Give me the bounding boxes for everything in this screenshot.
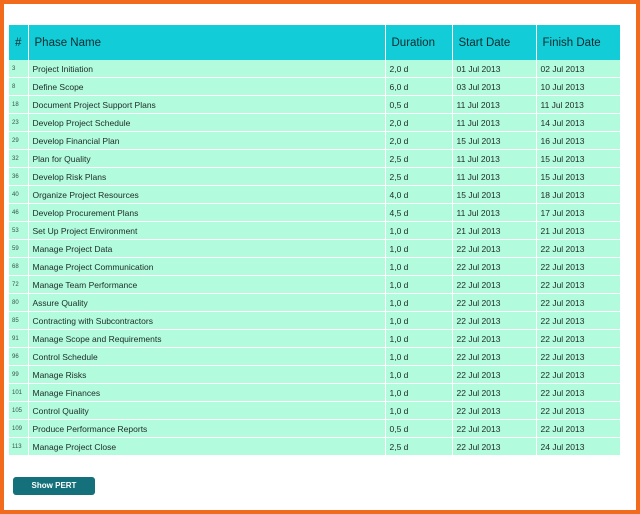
duration-cell: 2,5 d xyxy=(385,150,452,168)
table-row[interactable] xyxy=(9,132,620,150)
table-row[interactable] xyxy=(9,366,620,384)
phase-name-cell: Manage Team Performance xyxy=(28,276,385,294)
start-date-cell: 03 Jul 2013 xyxy=(452,78,536,96)
column-header-duration[interactable]: Duration xyxy=(385,25,452,60)
start-date-cell: 11 Jul 2013 xyxy=(452,204,536,222)
finish-date-cell: 22 Jul 2013 xyxy=(536,330,620,348)
row-number: 8 xyxy=(9,78,28,96)
duration-cell: 4,0 d xyxy=(385,186,452,204)
table-row[interactable] xyxy=(9,186,620,204)
duration-cell: 2,5 d xyxy=(385,438,452,456)
phase-name-cell: Develop Risk Plans xyxy=(28,168,385,186)
finish-date-cell: 22 Jul 2013 xyxy=(536,276,620,294)
row-number: 53 xyxy=(9,222,28,240)
phase-name-cell: Document Project Support Plans xyxy=(28,96,385,114)
duration-cell: 1,0 d xyxy=(385,348,452,366)
phase-name-cell: Manage Finances xyxy=(28,384,385,402)
row-number: 59 xyxy=(9,240,28,258)
duration-cell: 0,5 d xyxy=(385,96,452,114)
finish-date-cell: 15 Jul 2013 xyxy=(536,168,620,186)
start-date-cell: 22 Jul 2013 xyxy=(452,294,536,312)
start-date-cell: 22 Jul 2013 xyxy=(452,420,536,438)
duration-cell: 2,5 d xyxy=(385,168,452,186)
start-date-cell: 22 Jul 2013 xyxy=(452,240,536,258)
column-header-phase-name[interactable]: Phase Name xyxy=(28,25,385,60)
finish-date-cell: 22 Jul 2013 xyxy=(536,294,620,312)
finish-date-cell: 22 Jul 2013 xyxy=(536,258,620,276)
duration-cell: 1,0 d xyxy=(385,222,452,240)
phase-name-cell: Control Schedule xyxy=(28,348,385,366)
table-row[interactable] xyxy=(9,438,620,456)
table-row[interactable] xyxy=(9,312,620,330)
duration-cell: 1,0 d xyxy=(385,240,452,258)
table-row[interactable] xyxy=(9,96,620,114)
finish-date-cell: 22 Jul 2013 xyxy=(536,402,620,420)
start-date-cell: 11 Jul 2013 xyxy=(452,150,536,168)
finish-date-cell: 18 Jul 2013 xyxy=(536,186,620,204)
finish-date-cell: 22 Jul 2013 xyxy=(536,366,620,384)
finish-date-cell: 22 Jul 2013 xyxy=(536,420,620,438)
phase-table-container xyxy=(9,25,620,456)
phase-name-cell: Develop Project Schedule xyxy=(28,114,385,132)
row-number: 99 xyxy=(9,366,28,384)
phase-name-cell: Set Up Project Environment xyxy=(28,222,385,240)
start-date-cell: 22 Jul 2013 xyxy=(452,384,536,402)
row-number: 105 xyxy=(9,402,28,420)
table-row[interactable] xyxy=(9,384,620,402)
show-pert-button[interactable]: Show PERT xyxy=(13,477,95,495)
table-row[interactable] xyxy=(9,168,620,186)
finish-date-cell: 10 Jul 2013 xyxy=(536,78,620,96)
row-number: 40 xyxy=(9,186,28,204)
finish-date-cell: 21 Jul 2013 xyxy=(536,222,620,240)
row-number: 80 xyxy=(9,294,28,312)
finish-date-cell: 17 Jul 2013 xyxy=(536,204,620,222)
phase-name-cell: Manage Risks xyxy=(28,366,385,384)
duration-cell: 1,0 d xyxy=(385,384,452,402)
finish-date-cell: 22 Jul 2013 xyxy=(536,240,620,258)
duration-cell: 2,0 d xyxy=(385,60,452,78)
column-header-finish-date[interactable]: Finish Date xyxy=(536,25,620,60)
table-row[interactable] xyxy=(9,78,620,96)
row-number: 32 xyxy=(9,150,28,168)
table-row[interactable] xyxy=(9,222,620,240)
row-number: 96 xyxy=(9,348,28,366)
finish-date-cell: 22 Jul 2013 xyxy=(536,348,620,366)
finish-date-cell: 02 Jul 2013 xyxy=(536,60,620,78)
duration-cell: 1,0 d xyxy=(385,402,452,420)
start-date-cell: 22 Jul 2013 xyxy=(452,366,536,384)
finish-date-cell: 22 Jul 2013 xyxy=(536,312,620,330)
duration-cell: 1,0 d xyxy=(385,366,452,384)
row-number: 46 xyxy=(9,204,28,222)
finish-date-cell: 16 Jul 2013 xyxy=(536,132,620,150)
phase-name-cell: Project Initiation xyxy=(28,60,385,78)
duration-cell: 1,0 d xyxy=(385,258,452,276)
duration-cell: 4,5 d xyxy=(385,204,452,222)
table-row[interactable] xyxy=(9,240,620,258)
table-row[interactable] xyxy=(9,150,620,168)
phase-table xyxy=(9,25,620,456)
phase-name-cell: Control Quality xyxy=(28,402,385,420)
row-number: 18 xyxy=(9,96,28,114)
start-date-cell: 11 Jul 2013 xyxy=(452,168,536,186)
finish-date-cell: 15 Jul 2013 xyxy=(536,150,620,168)
table-header xyxy=(9,25,620,60)
duration-cell: 2,0 d xyxy=(385,132,452,150)
row-number: 29 xyxy=(9,132,28,150)
duration-cell: 1,0 d xyxy=(385,294,452,312)
table-row[interactable] xyxy=(9,258,620,276)
row-number: 68 xyxy=(9,258,28,276)
start-date-cell: 21 Jul 2013 xyxy=(452,222,536,240)
phase-name-cell: Develop Financial Plan xyxy=(28,132,385,150)
table-row[interactable] xyxy=(9,114,620,132)
phase-name-cell: Manage Scope and Requirements xyxy=(28,330,385,348)
duration-cell: 1,0 d xyxy=(385,330,452,348)
phase-name-cell: Assure Quality xyxy=(28,294,385,312)
table-row[interactable] xyxy=(9,420,620,438)
start-date-cell: 15 Jul 2013 xyxy=(452,132,536,150)
table-row[interactable] xyxy=(9,276,620,294)
finish-date-cell: 14 Jul 2013 xyxy=(536,114,620,132)
table-row[interactable] xyxy=(9,294,620,312)
start-date-cell: 11 Jul 2013 xyxy=(452,96,536,114)
row-number: 101 xyxy=(9,384,28,402)
phase-name-cell: Define Scope xyxy=(28,78,385,96)
start-date-cell: 22 Jul 2013 xyxy=(452,258,536,276)
finish-date-cell: 22 Jul 2013 xyxy=(536,384,620,402)
table-row[interactable] xyxy=(9,402,620,420)
phase-name-cell: Manage Project Communication xyxy=(28,258,385,276)
finish-date-cell: 24 Jul 2013 xyxy=(536,438,620,456)
row-number: 72 xyxy=(9,276,28,294)
table-body xyxy=(9,60,620,456)
start-date-cell: 15 Jul 2013 xyxy=(452,186,536,204)
duration-cell: 2,0 d xyxy=(385,114,452,132)
duration-cell: 6,0 d xyxy=(385,78,452,96)
table-row[interactable] xyxy=(9,330,620,348)
start-date-cell: 22 Jul 2013 xyxy=(452,312,536,330)
start-date-cell: 22 Jul 2013 xyxy=(452,438,536,456)
row-number: 109 xyxy=(9,420,28,438)
start-date-cell: 22 Jul 2013 xyxy=(452,402,536,420)
row-number: 3 xyxy=(9,60,28,78)
finish-date-cell: 11 Jul 2013 xyxy=(536,96,620,114)
start-date-cell: 11 Jul 2013 xyxy=(452,114,536,132)
phase-name-cell: Develop Procurement Plans xyxy=(28,204,385,222)
row-number: 91 xyxy=(9,330,28,348)
column-header-start-date[interactable]: Start Date xyxy=(452,25,536,60)
row-number: 85 xyxy=(9,312,28,330)
phase-name-cell: Contracting with Subcontractors xyxy=(28,312,385,330)
phase-name-cell: Plan for Quality xyxy=(28,150,385,168)
row-number: 113 xyxy=(9,438,28,456)
start-date-cell: 22 Jul 2013 xyxy=(452,330,536,348)
row-number: 23 xyxy=(9,114,28,132)
phase-name-cell: Produce Performance Reports xyxy=(28,420,385,438)
phase-name-cell: Manage Project Data xyxy=(28,240,385,258)
column-header-number[interactable]: # xyxy=(9,25,28,60)
row-number: 36 xyxy=(9,168,28,186)
start-date-cell: 22 Jul 2013 xyxy=(452,276,536,294)
table-row[interactable] xyxy=(9,60,620,78)
duration-cell: 1,0 d xyxy=(385,312,452,330)
phase-name-cell: Manage Project Close xyxy=(28,438,385,456)
start-date-cell: 22 Jul 2013 xyxy=(452,348,536,366)
duration-cell: 0,5 d xyxy=(385,420,452,438)
phase-name-cell: Organize Project Resources xyxy=(28,186,385,204)
table-row[interactable] xyxy=(9,348,620,366)
duration-cell: 1,0 d xyxy=(385,276,452,294)
start-date-cell: 01 Jul 2013 xyxy=(452,60,536,78)
table-row[interactable] xyxy=(9,204,620,222)
